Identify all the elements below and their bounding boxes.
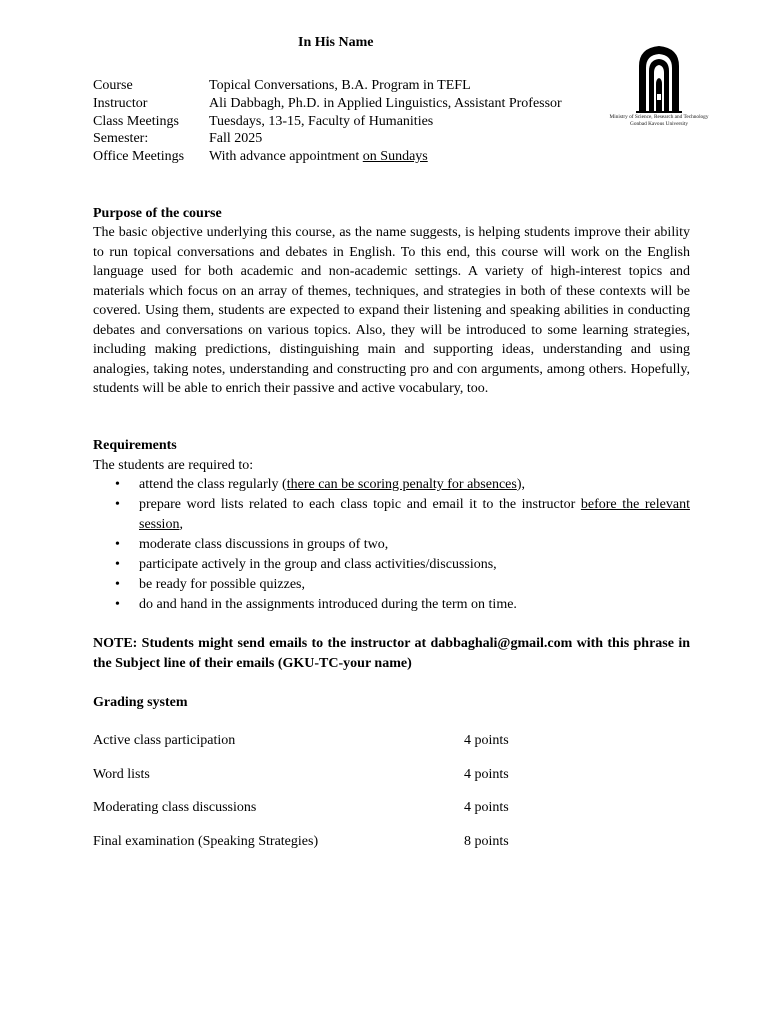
- item-text: participate actively in the group and class activities/discussions,: [139, 556, 497, 572]
- info-value-underlined: on Sundays: [362, 149, 428, 165]
- info-label: Course: [93, 78, 133, 93]
- info-row-instructor: [93, 95, 562, 113]
- bullet-icon: •: [115, 536, 120, 552]
- grading-points: 8 points: [464, 834, 509, 849]
- info-label: Semester:: [93, 131, 149, 147]
- bullet-icon: •: [115, 596, 120, 612]
- grading-heading: Grading system: [93, 695, 188, 710]
- item-text-underlined: before the relevant session: [139, 497, 690, 532]
- info-value: Tuesdays, 13-15, Faculty of Humanities: [209, 113, 434, 129]
- grading-item: Active class participation: [93, 733, 236, 748]
- info-value: Fall 2025: [209, 131, 263, 147]
- requirements-list: [93, 475, 690, 615]
- list-item: [93, 535, 690, 555]
- info-value: Topical Conversations, B.A. Program in TEFL: [209, 78, 471, 93]
- info-row-class-meetings: [93, 113, 562, 131]
- grading-row: [93, 798, 653, 818]
- item-text-end: ),: [516, 477, 526, 492]
- course-info: [93, 77, 562, 166]
- info-label: Office Meetings: [93, 149, 185, 165]
- grading-item: Final examination (Speaking Strategies): [93, 834, 319, 849]
- list-item: [93, 495, 690, 534]
- info-value-text: With advance appointment: [209, 149, 363, 165]
- logo-caption-ministry: Ministry of Science, Research and Technology: [609, 114, 709, 120]
- item-text: attend the class regularly (: [139, 477, 287, 492]
- grading-item: Moderating class discussions: [93, 800, 257, 815]
- grading-row: [93, 832, 653, 852]
- item-text-end: ,: [179, 516, 183, 532]
- item-text: moderate class discussions in groups of two,: [139, 536, 389, 552]
- item-text: prepare word lists related to each class topic and email it to the instructor: [139, 497, 581, 512]
- logo-caption-university: Gonbad Kavous University: [630, 121, 688, 127]
- requirements-heading: Requirements: [93, 438, 177, 453]
- item-text: do and hand in the assignments introduced during the term on time.: [139, 596, 517, 612]
- info-value: [209, 148, 428, 166]
- email-note: NOTE: Students might send emails to the instructor at dabbaghali@gmail.com with this phrase in the Subject line of their emails (GKU-TC-your name): [93, 636, 690, 671]
- bullet-icon: •: [115, 576, 120, 592]
- bullet-icon: •: [115, 556, 120, 572]
- university-logo: [600, 44, 718, 128]
- grading-points: 4 points: [464, 733, 509, 748]
- purpose-heading: Purpose of the course: [93, 206, 222, 221]
- list-item: [93, 575, 690, 595]
- item-text: be ready for possible quizzes,: [139, 576, 305, 592]
- university-emblem-icon: [634, 44, 684, 114]
- page-title: In His Name: [298, 35, 374, 50]
- info-row-semester: [93, 130, 562, 148]
- info-label: Instructor: [93, 95, 148, 111]
- info-row-course: [93, 77, 562, 95]
- bullet-icon: •: [115, 477, 120, 492]
- list-item: [93, 555, 690, 575]
- item-text-underlined: there can be scoring penalty for absences: [286, 477, 517, 492]
- requirements-intro: The students are required to:: [93, 458, 254, 473]
- grading-row: [93, 765, 653, 785]
- grading-row: [93, 731, 653, 751]
- bullet-icon: •: [115, 497, 120, 512]
- grading-item: Word lists: [93, 767, 150, 782]
- info-value: Ali Dabbagh, Ph.D. in Applied Linguistics, Assistant Professor: [209, 95, 562, 111]
- purpose-paragraph: The basic objective underlying this course, as the name suggests, is helping students improve their ability to run topical conversations and debates in English. To this end, this course will work on the English language used for both academic and non-academic settings. A variety of high-interest topics and materials which focus on an array of themes, techniques, and strategies in both of these contexts will be covered. Using them, students are expected to expand their listening and speaking abilities in conducting debates and conversations on various topics. Also, they will be introduced to some learning strategies, including making predictions, distinguishing main and supporting ideas, understanding and using analogies, taking notes, understanding and constructing pro and con arguments, among others. Hopefully, students will be able to enrich their passive and active vocabulary, too.: [93, 225, 690, 396]
- grading-points: 4 points: [464, 767, 509, 782]
- info-label: Class Meetings: [93, 113, 179, 129]
- list-item: [93, 475, 690, 495]
- info-row-office-meetings: [93, 148, 562, 166]
- list-item: [93, 595, 690, 615]
- grading-points: 4 points: [464, 800, 509, 815]
